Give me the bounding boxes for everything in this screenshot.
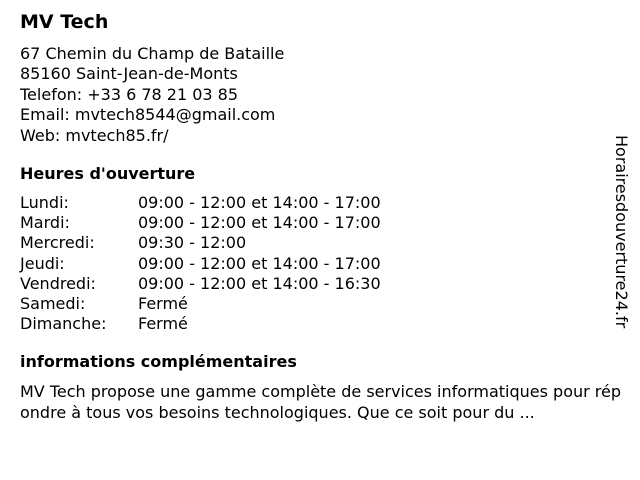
hours-row-samedi <box>20 294 632 314</box>
hours-row-mardi <box>20 213 632 233</box>
additional-info-text: MV Tech propose une gamme complète de services informatiques pour répondre à tous vos besoins technologiques. Que ce soit pour du ... <box>20 382 622 423</box>
hours-day: Dimanche: <box>20 314 107 334</box>
email-line: Email: mvtech8544@gmail.com <box>20 105 276 125</box>
phone-line: Telefon: +33 6 78 21 03 85 <box>20 84 239 104</box>
web-line: Web: mvtech85.fr/ <box>20 125 169 145</box>
hours-time: 09:00 - 12:00 et 14:00 - 17:00 <box>138 213 381 233</box>
hours-row-mercredi <box>20 233 632 253</box>
business-name: MV Tech <box>20 11 109 33</box>
contact-block <box>20 44 632 146</box>
hours-row-jeudi <box>20 254 632 274</box>
hours-day: Lundi: <box>20 193 69 213</box>
address-line-2: 85160 Saint-Jean-de-Monts <box>20 64 238 84</box>
hours-day: Samedi: <box>20 294 86 314</box>
hours-row-vendredi <box>20 274 632 294</box>
business-card <box>20 10 632 423</box>
hours-day: Mardi: <box>20 213 70 233</box>
opening-hours-table <box>20 193 632 334</box>
hours-time: Fermé <box>138 314 188 334</box>
hours-row-dimanche <box>20 314 632 334</box>
address-line-1: 67 Chemin du Champ de Bataille <box>20 44 285 63</box>
hours-row-lundi <box>20 193 632 213</box>
hours-time: 09:30 - 12:00 <box>138 233 247 253</box>
hours-time: 09:00 - 12:00 et 14:00 - 17:00 <box>138 253 381 273</box>
hours-day: Vendredi: <box>20 273 96 293</box>
hours-time: 09:00 - 12:00 et 14:00 - 16:30 <box>138 273 381 293</box>
hours-day: Mercredi: <box>20 233 95 253</box>
hours-time: Fermé <box>138 294 188 314</box>
hours-time: 09:00 - 12:00 et 14:00 - 17:00 <box>138 193 381 213</box>
additional-info-heading: informations complémentaires <box>20 352 297 372</box>
hours-day: Jeudi: <box>20 253 65 273</box>
site-watermark: Horairesdouverture24.fr <box>612 135 631 329</box>
opening-hours-heading: Heures d'ouverture <box>20 164 196 184</box>
